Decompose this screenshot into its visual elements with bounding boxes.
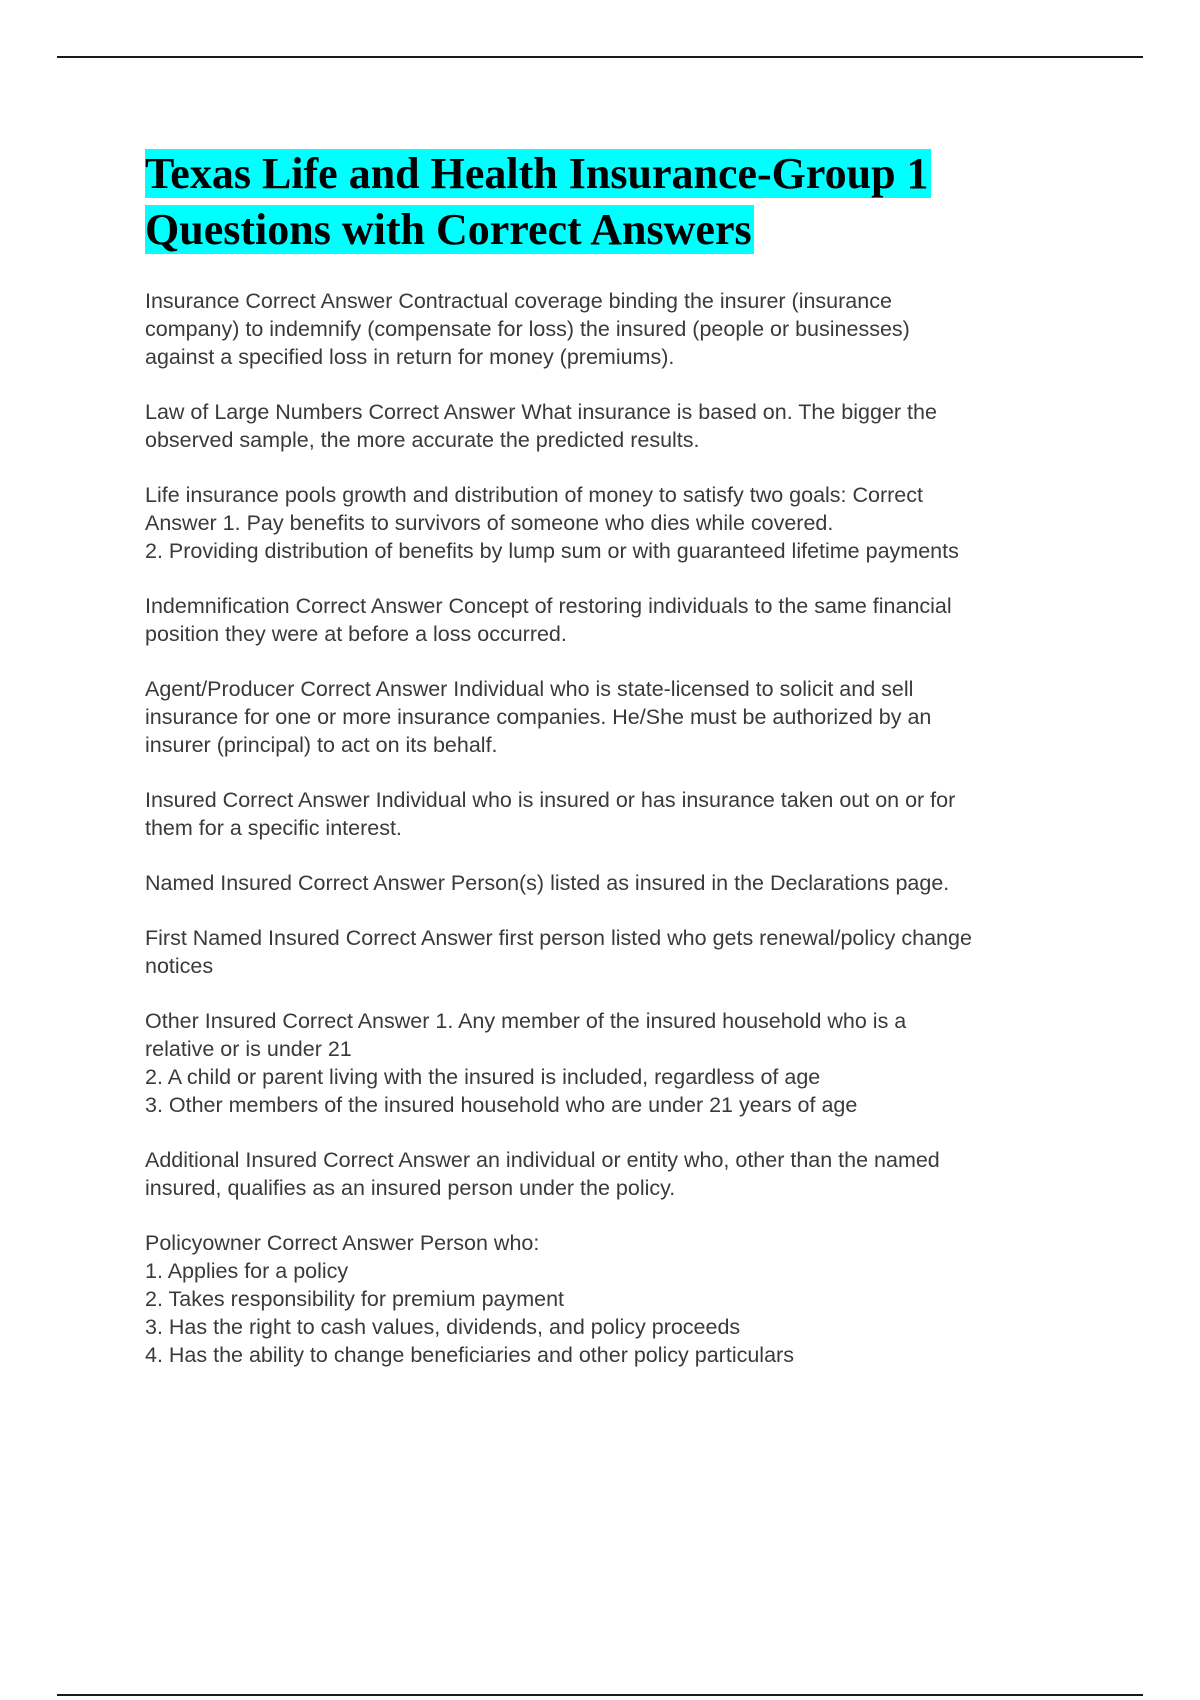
qa-list [145, 287, 1105, 1369]
qa-entry-line: them for a specific interest. [145, 816, 402, 840]
qa-entry-line: relative or is under 21 [145, 1037, 352, 1061]
qa-entry-line: position they were at before a loss occurred. [145, 622, 567, 646]
qa-entry-line: insured, qualifies as an insured person under the policy. [145, 1176, 676, 1200]
qa-entry [145, 1146, 1105, 1202]
qa-entry-line: Named Insured Correct Answer Person(s) listed as insured in the Declarations page. [145, 871, 950, 895]
qa-entry-line: observed sample, the more accurate the predicted results. [145, 428, 700, 452]
qa-entry [145, 1007, 1105, 1119]
bottom-divider [57, 1694, 1143, 1696]
top-divider [57, 56, 1143, 58]
qa-entry-line: Life insurance pools growth and distribution of money to satisfy two goals: Correct [145, 483, 923, 507]
qa-entry-line: 4. Has the ability to change beneficiaries and other policy particulars [145, 1343, 794, 1367]
qa-entry-line: 3. Has the right to cash values, dividends, and policy proceeds [145, 1315, 741, 1339]
qa-entry-line: against a specified loss in return for money (premiums). [145, 345, 675, 369]
qa-entry-line: Agent/Producer Correct Answer Individual who is state-licensed to solicit and sell [145, 677, 914, 701]
qa-entry-line: First Named Insured Correct Answer first person listed who gets renewal/policy change [145, 926, 972, 950]
document-body [145, 146, 1105, 1396]
qa-entry-line: Additional Insured Correct Answer an individual or entity who, other than the named [145, 1148, 940, 1172]
qa-entry [145, 481, 1105, 565]
document-title [145, 146, 1105, 258]
qa-entry-line: Answer 1. Pay benefits to survivors of someone who dies while covered. [145, 511, 834, 535]
qa-entry-line: 2. A child or parent living with the insured is included, regardless of age [145, 1065, 821, 1089]
qa-entry [145, 869, 1105, 897]
qa-entry-line: company) to indemnify (compensate for loss) the insured (people or businesses) [145, 317, 910, 341]
qa-entry-line: insurance for one or more insurance companies. He/She must be authorized by an [145, 705, 932, 729]
qa-entry [145, 287, 1105, 371]
qa-entry-line: 2. Takes responsibility for premium payment [145, 1287, 565, 1311]
qa-entry-line: Insured Correct Answer Individual who is insured or has insurance taken out on or for [145, 788, 956, 812]
qa-entry [145, 786, 1105, 842]
title-line-2: Questions with Correct Answers [145, 205, 752, 254]
qa-entry-line: 3. Other members of the insured household who are under 21 years of age [145, 1093, 858, 1117]
qa-entry-line: Indemnification Correct Answer Concept of restoring individuals to the same financial [145, 594, 952, 618]
qa-entry-line: Other Insured Correct Answer 1. Any member of the insured household who is a [145, 1009, 907, 1033]
qa-entry-line: insurer (principal) to act on its behalf. [145, 733, 498, 757]
qa-entry [145, 675, 1105, 759]
qa-entry-line: Policyowner Correct Answer Person who: [145, 1231, 540, 1255]
qa-entry-line: 1. Applies for a policy [145, 1259, 349, 1283]
qa-entry [145, 592, 1105, 648]
qa-entry-line: Law of Large Numbers Correct Answer What insurance is based on. The bigger the [145, 400, 937, 424]
qa-entry [145, 1229, 1105, 1369]
qa-entry [145, 924, 1105, 980]
qa-entry [145, 398, 1105, 454]
qa-entry-line: notices [145, 954, 214, 978]
title-line-1: Texas Life and Health Insurance-Group 1 [145, 149, 929, 198]
qa-entry-line: 2. Providing distribution of benefits by lump sum or with guaranteed lifetime payments [145, 539, 959, 563]
qa-entry-line: Insurance Correct Answer Contractual coverage binding the insurer (insurance [145, 289, 892, 313]
